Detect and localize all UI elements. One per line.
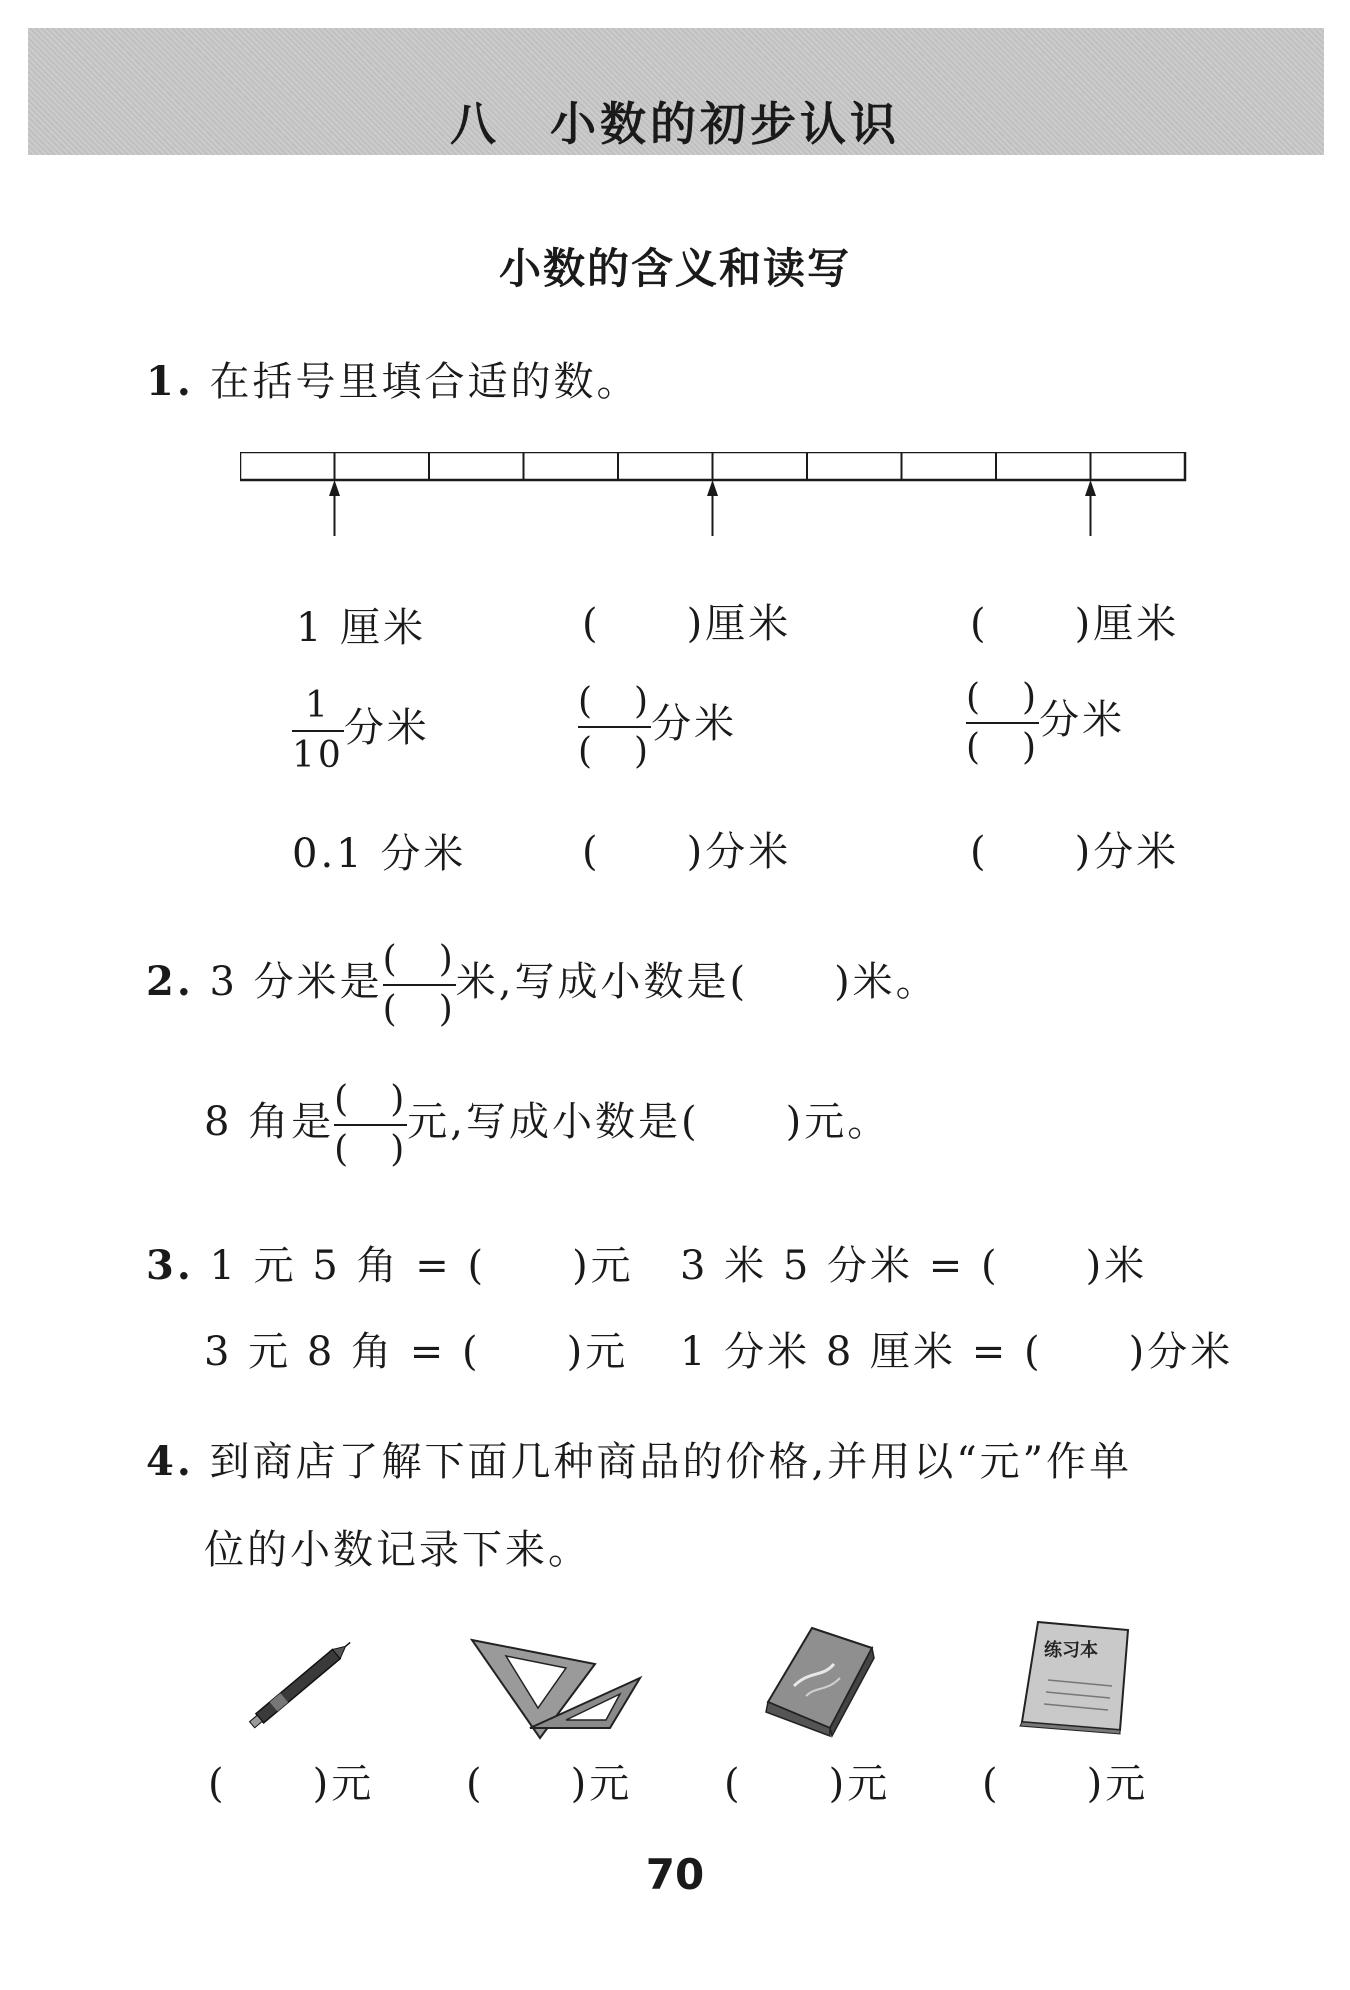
q3-number: 3. (146, 1242, 194, 1289)
blank-fraction[interactable]: $\frac{( )}{( )}$ (578, 681, 652, 772)
blank-fraction[interactable]: $\frac{( )}{( )}$ (334, 1079, 408, 1170)
section-title: 小数的含义和读写 (498, 244, 851, 293)
q4-answer-triangle-ruler[interactable]: ( )元 (466, 1761, 633, 1807)
q1-prompt (146, 350, 639, 407)
q3-line1 (146, 1234, 634, 1291)
blank-fraction[interactable]: $\frac{( )}{( )}$ (382, 939, 456, 1030)
unit-label: 分米 (343, 705, 430, 751)
q1-r2-c2[interactable] (578, 680, 737, 774)
q3-item-2[interactable]: 3 米 5 分米 = ( )米 (680, 1243, 1148, 1289)
q2-line1-end: 米,写成小数是( )米。 (455, 959, 939, 1005)
q4-line1-text: 到商店了解下面几种商品的价格,并用以“元”作单 (209, 1439, 1133, 1485)
q4-answer-pencil[interactable]: ( )元 (208, 1761, 375, 1807)
q1-r2-c1 (292, 684, 430, 778)
unit-label: 分米 (1039, 697, 1126, 743)
q4-answer-exercise-book[interactable]: ( )元 (982, 1761, 1149, 1807)
q3-item-3[interactable]: 3 元 8 角 = ( )元 (204, 1329, 629, 1375)
exercise-book-cover-text: 练习本 (1044, 1640, 1098, 1661)
arrow-5cm (707, 480, 718, 536)
q1-r3-c2[interactable]: ( )分米 (582, 829, 792, 875)
q1-prompt-text: 在括号里填合适的数。 (209, 359, 640, 405)
page-number: 70 (645, 1850, 705, 1899)
pencil-case-icon (760, 1620, 880, 1740)
q1-r1-c1: 1 厘米 (296, 605, 427, 651)
ruler-diagram (240, 452, 1190, 552)
q2-line1 (146, 938, 939, 1032)
q1-r1-c3[interactable]: ( )厘米 (970, 601, 1180, 647)
q2-number: 2. (146, 958, 194, 1005)
q1-number: 1. (146, 358, 194, 405)
q1-r1-c2[interactable]: ( )厘米 (582, 601, 792, 647)
q4-answer-pencil-case[interactable]: ( )元 (724, 1761, 891, 1807)
q2-line1-start: 3 分米是 (209, 959, 383, 1005)
q1-r2-c3[interactable] (966, 676, 1125, 770)
triangle-ruler-icon (470, 1628, 650, 1748)
exercise-book-icon (1016, 1616, 1136, 1736)
q1-r3-c1: 0.1 分米 (292, 831, 467, 877)
q2-line2-end: 元,写成小数是( )元。 (407, 1099, 891, 1145)
q4-number: 4. (146, 1438, 194, 1485)
q1-r3-c3[interactable]: ( )分米 (970, 829, 1180, 875)
mechanical-pencil-icon (236, 1630, 366, 1740)
blank-fraction[interactable]: $\frac{( )}{( )}$ (966, 677, 1040, 768)
q4-line1 (146, 1430, 1132, 1487)
fraction-one-tenth: $\frac{1}{10}$ (292, 685, 344, 776)
q4-line2: 位的小数记录下来。 (204, 1527, 591, 1573)
unit-label: 分米 (651, 701, 738, 747)
chapter-title: 八 小数的初步认识 (450, 97, 900, 151)
q3-item-4[interactable]: 1 分米 8 厘米 = ( )分米 (680, 1329, 1234, 1375)
q3-item-1[interactable]: 1 元 5 角 = ( )元 (209, 1243, 634, 1289)
q2-line2-start: 8 角是 (204, 1099, 335, 1145)
q2-line2 (204, 1078, 890, 1172)
arrow-1cm (329, 480, 340, 536)
arrow-9cm (1085, 480, 1096, 536)
